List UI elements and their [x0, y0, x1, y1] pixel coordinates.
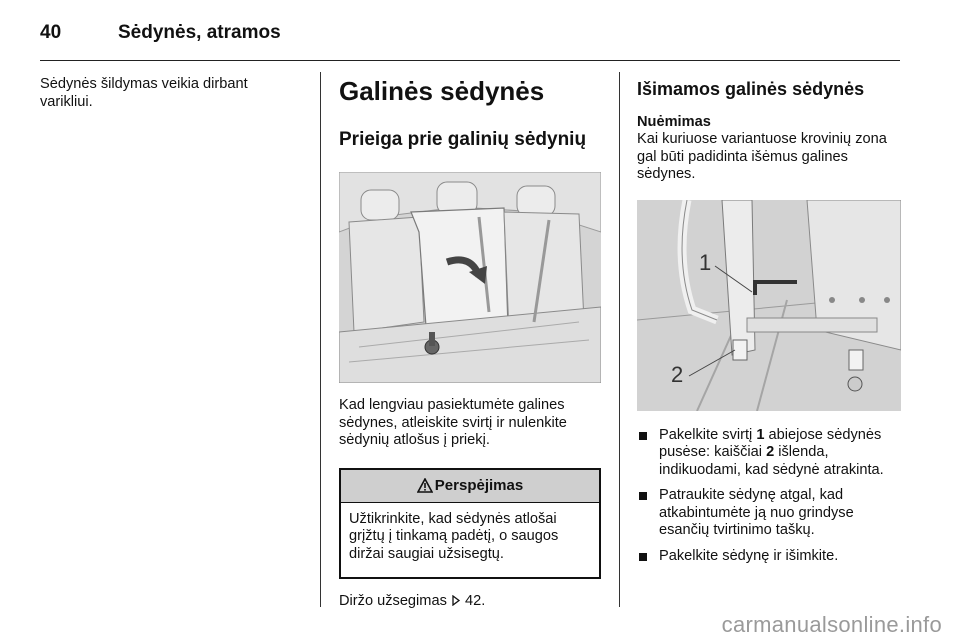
seat-heating-note: Sėdynės šildymas veikia dirbant varikliui.: [40, 76, 248, 110]
bullet-square-icon: [639, 553, 647, 561]
column-3: [637, 76, 901, 573]
page-header: [40, 22, 900, 42]
warning-title: Perspėjimas: [434, 477, 524, 494]
warning-box: [339, 468, 601, 579]
section-title: Sėdynės, atramos: [118, 22, 281, 43]
page-number: 40: [40, 22, 62, 43]
removal-intro-text: Kai kuriuose variantuose krovinių zona gal būti padidinta išėmus galines sėdynes.: [637, 131, 887, 182]
seat-belt-reference: [339, 593, 601, 611]
bullet-square-icon: [639, 432, 647, 440]
bullet-square-icon: [639, 492, 647, 500]
rear-seats-heading: Galinės sėdynės: [339, 76, 545, 106]
figure-label-1: 1: [699, 249, 712, 275]
reference-page: 42.: [464, 592, 486, 609]
rear-seats-drawing: [339, 172, 601, 383]
reference-text: Diržo užsegimas: [339, 592, 451, 609]
warning-text: Užtikrinkite, kad sėdynės atlošai grįžtų į tinkamą padėtį, o saugos diržai saugiai užsisegtų.: [349, 510, 559, 562]
column-1: [40, 76, 302, 111]
figure-label-2: 2: [671, 361, 684, 387]
column-divider-1: [320, 72, 321, 607]
removal-steps-list: [637, 427, 901, 566]
rear-seat-access-heading: Prieiga prie galinių sėdynių: [339, 129, 587, 150]
column-2: [339, 76, 601, 610]
list-item: Pakelkite svirtį 1 abiejose sėdynės pusėse: kaiščiai 2 išlenda, indikuodami, kad sėdynė atrakinta.: [637, 427, 901, 480]
removal-subheading: Nuėmimas: [637, 114, 711, 130]
column-divider-2: [619, 72, 620, 607]
rear-seat-access-text: Kad lengviau pasiektumėte galines sėdynes, atleiskite svirtį ir nulenkite sėdynių atlošus į priekį.: [339, 397, 567, 448]
warning-triangle-icon: [417, 478, 433, 493]
list-item: Pakelkite sėdynę ir išimkite.: [637, 548, 901, 566]
seat-removal-illustration: [637, 200, 901, 411]
warning-header: [341, 470, 599, 503]
header-divider: [40, 60, 900, 61]
removable-seats-heading: Išimamos galinės sėdynės: [637, 79, 865, 99]
page-reference-arrow-icon: [451, 595, 461, 606]
seat-removal-drawing: [637, 200, 901, 411]
list-item: Patraukite sėdynę atgal, kad atkabintumėte ją nuo grindyse esančių tvirtinimo taškų.: [637, 487, 901, 540]
site-watermark: carmanualsonline.info: [721, 612, 942, 637]
rear-seats-illustration: [339, 172, 601, 383]
